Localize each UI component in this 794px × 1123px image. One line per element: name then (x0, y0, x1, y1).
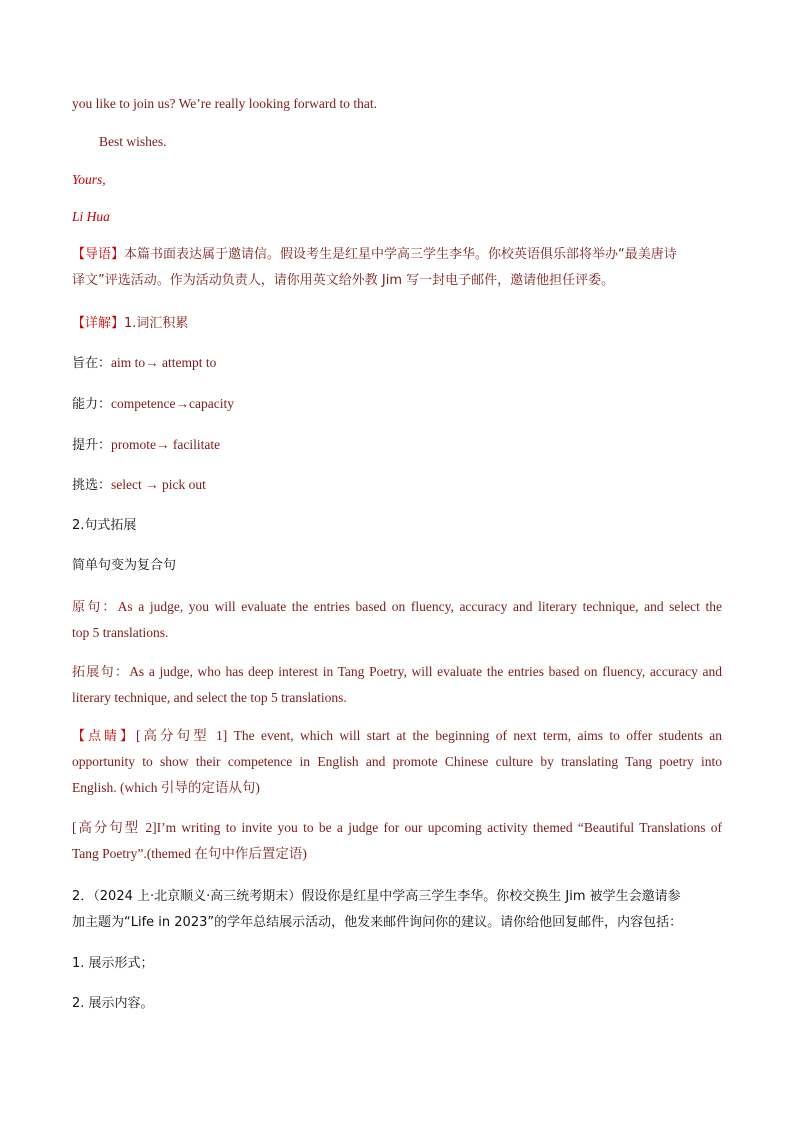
highlight-tag: 【点睛】 (72, 729, 137, 744)
vocab-text: competence→capacity (111, 396, 234, 411)
vocab-term: 挑选： (72, 478, 112, 493)
extended-text-1: As a judge, who has deep interest in Tang Poetry, will evaluate the entries based on fluency, accuracy and (129, 664, 722, 679)
original-label: 原句： (72, 600, 118, 615)
highlight-line-3: English. (which 引导的定语从句) (72, 780, 260, 795)
highlight-line-2: opportunity to show their competence in English and promote Chinese culture by translating Tang poetry into (72, 754, 722, 769)
original-sentence-line-2: top 5 translations. (72, 625, 169, 640)
detail-heading-line (72, 311, 722, 337)
guide-text-1: 本篇书面表达属于邀请信。假设考生是红星中学高三学生李华。你校英语俱乐部将举办“最美唐诗 (124, 247, 677, 262)
highlight-item2-line-1: [高分句型 2]I’m writing to invite you to be a judge for our upcoming activity themed “Beautiful Translations of (72, 820, 722, 835)
vocab-item (72, 472, 722, 499)
letter-best-wishes: Best wishes. (99, 134, 167, 149)
question-line-2: 加主题为“Life in 2023”的学年总结展示活动，他发来邮件询问你的建议。请你给他回复邮件，内容包括： (72, 915, 683, 930)
extended-label: 拓展句： (72, 665, 130, 680)
vocab-item (72, 350, 722, 377)
letter-signature: Li Hua (72, 209, 110, 224)
vocab-text: select → pick out (111, 477, 206, 492)
highlight-line-1 (72, 723, 722, 750)
question-point-1: 1. 展示形式； (72, 956, 154, 971)
highlight-item1-text-1: [高分句型 1] The event, which will start at the beginning of next term, aims to offer students an (136, 728, 722, 743)
guide-tag: 【导语】 (72, 247, 125, 262)
letter-closing-line: you like to join us? We’re really looking forward to that. (72, 96, 377, 111)
vocab-item (72, 432, 722, 459)
vocab-term: 能力： (72, 397, 112, 412)
vocab-text: promote→ facilitate (111, 437, 221, 452)
question-point-2: 2. 展示内容。 (72, 996, 154, 1011)
extended-sentence-line-1 (72, 659, 722, 686)
original-sentence-line-1 (72, 594, 722, 621)
question-line-1: 2．（2024 上·北京顺义·高三统考期末）假设你是红星中学高三学生李华。你校交换生 Jim 被学生会邀请参 (72, 889, 681, 904)
detail-tag: 【详解】 (72, 316, 125, 331)
detail-heading: 1.词汇积累 (124, 316, 189, 331)
sentence-subheading: 简单句变为复合句 (72, 558, 177, 573)
guide-paragraph-line-1 (72, 242, 722, 268)
vocab-item (72, 391, 722, 418)
sentence-heading: 2.句式拓展 (72, 518, 137, 533)
vocab-term: 提升： (72, 438, 112, 453)
original-text-1: As a judge, you will evaluate the entries based on fluency, accuracy and literary technique, and select the (117, 599, 722, 614)
guide-paragraph-line-2: 译文”评选活动。作为活动负责人，请你用英文给外教 Jim 写一封电子邮件，邀请他担任评委。 (72, 273, 615, 288)
vocab-text: aim to→ attempt to (111, 355, 217, 370)
letter-yours: Yours, (72, 172, 106, 187)
vocab-term: 旨在： (72, 356, 112, 371)
highlight-item2-line-2: Tang Poetry”.(themed 在句中作后置定语) (72, 846, 307, 861)
extended-sentence-line-2: literary technique, and select the top 5 translations. (72, 690, 347, 705)
